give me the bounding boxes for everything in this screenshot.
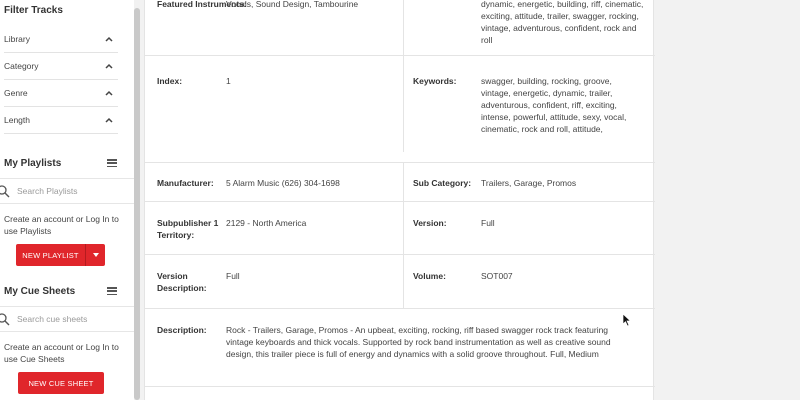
main-content: [140, 0, 800, 400]
search-playlists-input[interactable]: [17, 186, 117, 196]
hamburger-menu-icon[interactable]: [107, 287, 117, 295]
caret-down-icon: [93, 253, 99, 257]
featured-instruments-label: Featured Instruments:: [157, 0, 247, 9]
my-playlists-title: My Playlists: [4, 158, 62, 169]
keywords-value-top: dynamic, energetic, building, riff, cinematic, exciting, attitude, trailer, swagger, rocking, vintage, adventurous, confident, rock and roll: [481, 0, 644, 45]
version-description-label: Version Description:: [157, 271, 207, 293]
version-label: Version:: [413, 218, 447, 228]
keywords-label: Keywords:: [413, 76, 457, 86]
filter-library[interactable]: [4, 26, 118, 53]
column-divider: [403, 0, 404, 152]
or-text: or: [73, 342, 86, 352]
track-details-panel: [144, 0, 654, 400]
search-icon: [0, 184, 11, 198]
manufacturer-label: Manufacturer:: [157, 178, 214, 188]
chevron-up-icon: [104, 61, 114, 71]
volume-label: Volume:: [413, 271, 446, 281]
row-divider: [145, 55, 655, 56]
row-divider: [145, 254, 655, 255]
filter-label: Category: [4, 61, 39, 71]
playlist-search: [0, 178, 134, 204]
filter-label: Library: [4, 34, 30, 44]
sub-category-value: Trailers, Garage, Promos: [481, 178, 577, 188]
description-value: Rock - Trailers, Garage, Promos - An upbeat, exciting, rocking, riff based swagger rock track featuring vintage keyboards and thick vocals. Supported by rock band instrumentation as well as creative sound design, this trailer piece is full of energy and dynamics with a solid groove throughout. Full, Medium: [226, 325, 611, 359]
login-link[interactable]: Log In: [85, 342, 110, 352]
index-value: 1: [226, 76, 231, 86]
search-cue-sheets-input[interactable]: [17, 314, 117, 324]
subpublisher-territory-label: Subpublisher 1 Territory:: [157, 218, 219, 240]
hint-text: to use Cue Sheets: [4, 342, 119, 364]
hint-text: to use Playlists: [4, 214, 119, 236]
filter-length[interactable]: [4, 107, 118, 134]
new-playlist-dropdown[interactable]: [85, 244, 105, 266]
mouse-cursor-icon: [622, 313, 632, 327]
filter-genre[interactable]: [4, 80, 118, 107]
index-label: Index:: [157, 76, 183, 86]
sub-category-label: Sub Category:: [413, 178, 472, 188]
create-account-link[interactable]: Create an account: [4, 342, 74, 352]
new-playlist-button[interactable]: NEW PLAYLIST: [16, 244, 85, 266]
column-divider: [403, 162, 404, 308]
volume-value: SOT007: [481, 271, 513, 281]
create-account-link[interactable]: Create an account: [4, 214, 74, 224]
manufacturer-value: 5 Alarm Music (626) 304-1698: [226, 178, 340, 188]
login-link[interactable]: Log In: [85, 214, 110, 224]
filter-category[interactable]: [4, 53, 118, 80]
featured-instruments-value: Vocals, Sound Design, Tambourine: [226, 0, 359, 9]
search-icon: [0, 312, 11, 326]
description-label: Description:: [157, 325, 207, 335]
chevron-up-icon: [104, 88, 114, 98]
filter-label: Genre: [4, 88, 28, 98]
version-value: Full: [481, 218, 495, 228]
filter-label: Length: [4, 115, 30, 125]
hamburger-menu-icon[interactable]: [107, 159, 117, 167]
row-divider: [145, 201, 655, 202]
keywords-value: swagger, building, rocking, groove, vintage, energetic, dynamic, trailer, adventurous, confident, riff, exciting, intense, powerful, attitude, sexy, vocal, cinematic, rock and roll, attitude,: [481, 76, 627, 134]
row-divider: [145, 308, 655, 309]
row-divider: [145, 162, 655, 163]
row-divider: [145, 386, 655, 387]
cue-sheet-search: [0, 306, 134, 332]
cuesheets-login-hint: [4, 341, 122, 365]
chevron-up-icon: [104, 115, 114, 125]
version-description-value: Full: [226, 271, 240, 281]
my-cue-sheets-title: My Cue Sheets: [4, 286, 76, 297]
new-cue-sheet-button[interactable]: NEW CUE SHEET: [18, 372, 104, 394]
or-text: or: [73, 214, 86, 224]
filter-tracks-title: Filter Tracks: [4, 5, 63, 16]
playlists-login-hint: [4, 213, 122, 237]
subpublisher-territory-value: 2129 - North America: [226, 218, 307, 228]
chevron-up-icon: [104, 34, 114, 44]
sidebar: [0, 0, 134, 400]
